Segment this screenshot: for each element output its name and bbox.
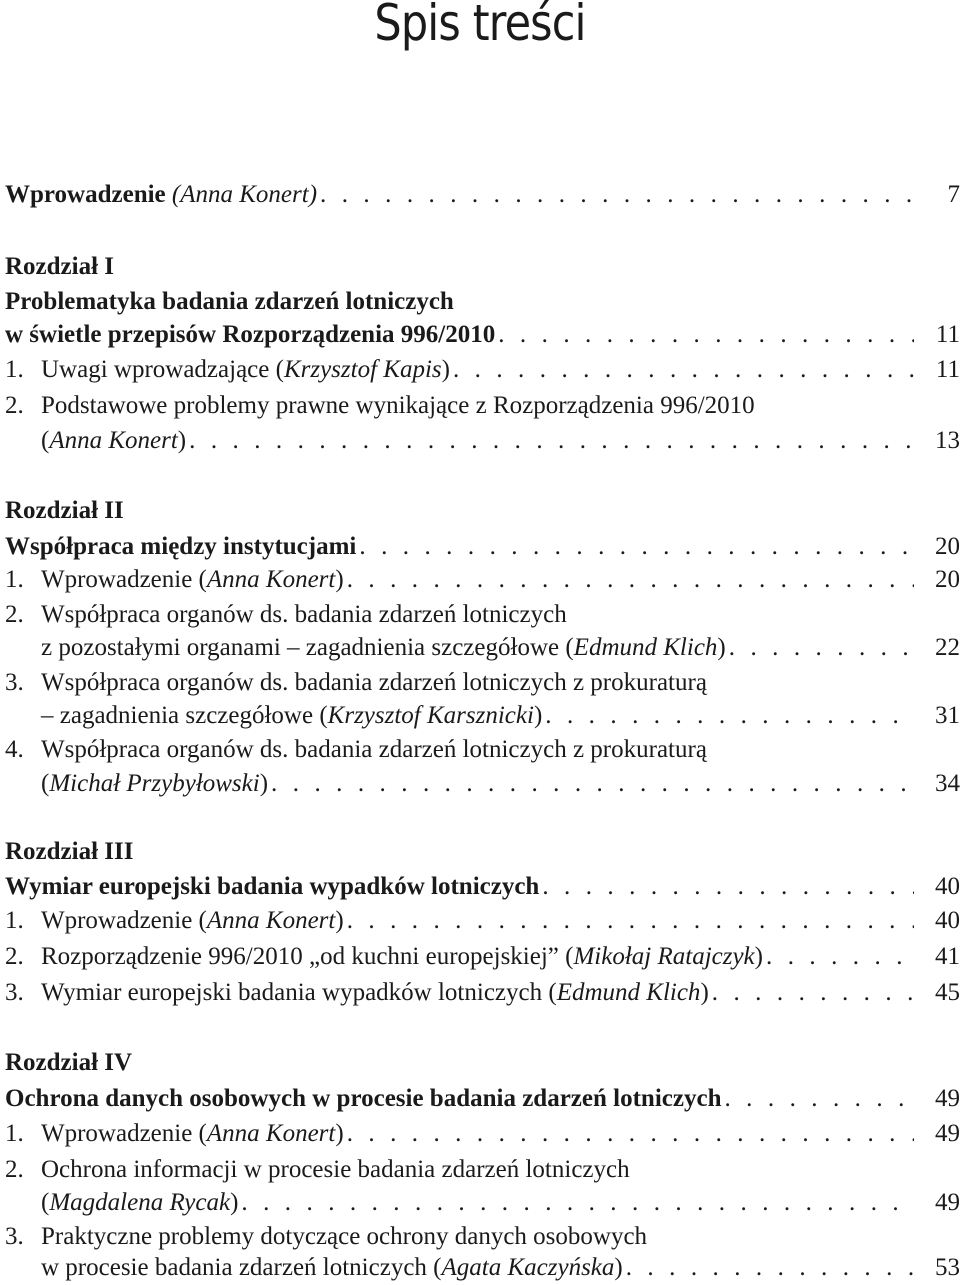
- toc-entry-1-2-line1[interactable]: 2. Podstawowe problemy prawne wynikające z Rozporządzenia 996/2010: [5, 392, 755, 419]
- chapter-title-1-line1: Problematyka badania zdarzeń lotniczych: [5, 288, 454, 315]
- chapter-title-3: Wymiar europejski badania wypadków lotniczych: [5, 873, 540, 900]
- toc-entry-3-2[interactable]: 2. Rozporządzenie 996/2010 „od kuchni europejskiej” (Mikołaj Ratajczyk) . . . 41: [5, 940, 960, 974]
- dot-leader: [320, 178, 914, 212]
- page-number: 40: [935, 907, 960, 934]
- toc-entry-3-3[interactable]: 3. Wymiar europejski badania wypadków lotniczych (Edmund Klich) . . . 45: [5, 976, 960, 1010]
- page-number: 34: [935, 770, 960, 797]
- toc-entry-3-1[interactable]: 1. Wprowadzenie (Anna Konert) . . . 40: [5, 904, 960, 938]
- dot-leader: [729, 631, 914, 665]
- toc-entry-2-1[interactable]: 1. Wprowadzenie (Anna Konert) . . . 20: [5, 563, 960, 597]
- toc-entry-2-3[interactable]: – zagadnienia szczegółowe (Krzysztof Karsznicki) . . . 31: [5, 699, 960, 733]
- toc-entry-2-2-line1[interactable]: 2. Współpraca organów ds. badania zdarzeń lotniczych: [5, 601, 567, 628]
- dot-leader: [347, 904, 914, 938]
- dot-leader: [241, 1186, 914, 1220]
- toc-entry-4-2-line1[interactable]: 2. Ochrona informacji w procesie badania zdarzeń lotniczych: [5, 1156, 630, 1183]
- page-number: 20: [935, 566, 960, 593]
- page-number: 49: [935, 1085, 960, 1112]
- dot-leader: [347, 563, 914, 597]
- chapter-title-2: Współpraca między instytucjami: [5, 533, 357, 560]
- toc-chapter-2[interactable]: [5, 530, 960, 564]
- toc-entry-4-1[interactable]: 1. Wprowadzenie (Anna Konert) . . . 49: [5, 1117, 960, 1151]
- toc-entry-1-2[interactable]: (Anna Konert) . . . 13: [5, 424, 960, 458]
- toc-chapter-4[interactable]: [5, 1082, 960, 1116]
- toc-entry-1-1[interactable]: 1. Uwagi wprowadzające (Krzysztof Kapis) . . . 11: [5, 353, 960, 387]
- chapter-heading-2: Rozdział II: [5, 497, 124, 524]
- page-number: 11: [935, 356, 960, 383]
- page-title: Spis treści: [374, 0, 586, 52]
- chapter-heading-3: Rozdział III: [5, 838, 134, 865]
- page-number: 11: [935, 321, 960, 348]
- toc-entry-intro[interactable]: [5, 178, 960, 212]
- toc-entry-4-3[interactable]: w procesie badania zdarzeń lotniczych (Agata Kaczyńska) . . . 53: [5, 1251, 960, 1285]
- chapter-heading-4: Rozdział IV: [5, 1049, 133, 1076]
- page-number: 40: [935, 873, 960, 900]
- page-number: 45: [935, 979, 960, 1006]
- dot-leader: [545, 699, 914, 733]
- page-number: 13: [935, 427, 960, 454]
- toc-chapter-1[interactable]: [5, 318, 960, 352]
- page-number: 22: [935, 634, 960, 661]
- page-number: 49: [935, 1189, 960, 1216]
- dot-leader: [347, 1117, 914, 1151]
- dot-leader: [359, 530, 914, 564]
- chapter-title-1-line2: w świetle przepisów Rozporządzenia 996/2010: [5, 321, 496, 348]
- chapter-title-4: Ochrona danych osobowych w procesie badania zdarzeń lotniczych: [5, 1085, 722, 1112]
- dot-leader: [712, 976, 914, 1010]
- page-number: 49: [935, 1120, 960, 1147]
- toc-entry-4-3-line1[interactable]: 3. Praktyczne problemy dotyczące ochrony danych osobowych: [5, 1223, 648, 1250]
- dot-leader: [766, 940, 914, 974]
- dot-leader: [626, 1251, 914, 1285]
- toc-entry-label: Wprowadzenie (Anna Konert): [5, 181, 318, 208]
- dot-leader: [498, 318, 914, 352]
- toc-chapter-3[interactable]: [5, 870, 960, 904]
- page-number: 31: [935, 702, 960, 729]
- dot-leader: [189, 424, 914, 458]
- page-number: 20: [935, 533, 960, 560]
- dot-leader: [724, 1082, 914, 1116]
- toc-entry-4-2[interactable]: (Magdalena Rycak) . . . 49: [5, 1186, 960, 1220]
- toc-entry-2-4-line1[interactable]: 4. Współpraca organów ds. badania zdarzeń lotniczych z prokuraturą: [5, 736, 707, 763]
- dot-leader: [542, 870, 914, 904]
- toc-entry-2-3-line1[interactable]: 3. Współpraca organów ds. badania zdarzeń lotniczych z prokuraturą: [5, 669, 707, 696]
- toc-entry-2-2[interactable]: z pozostałymi organami – zagadnienia szczegółowe (Edmund Klich) . . . 22: [5, 631, 960, 665]
- dot-leader: [271, 767, 914, 801]
- page-number: 7: [947, 181, 960, 208]
- dot-leader: [453, 353, 914, 387]
- chapter-heading-1: Rozdział I: [5, 253, 115, 280]
- page-number: 53: [935, 1254, 960, 1281]
- toc-entry-2-4[interactable]: (Michał Przybyłowski) . . . 34: [5, 767, 960, 801]
- page-number: 41: [935, 943, 960, 970]
